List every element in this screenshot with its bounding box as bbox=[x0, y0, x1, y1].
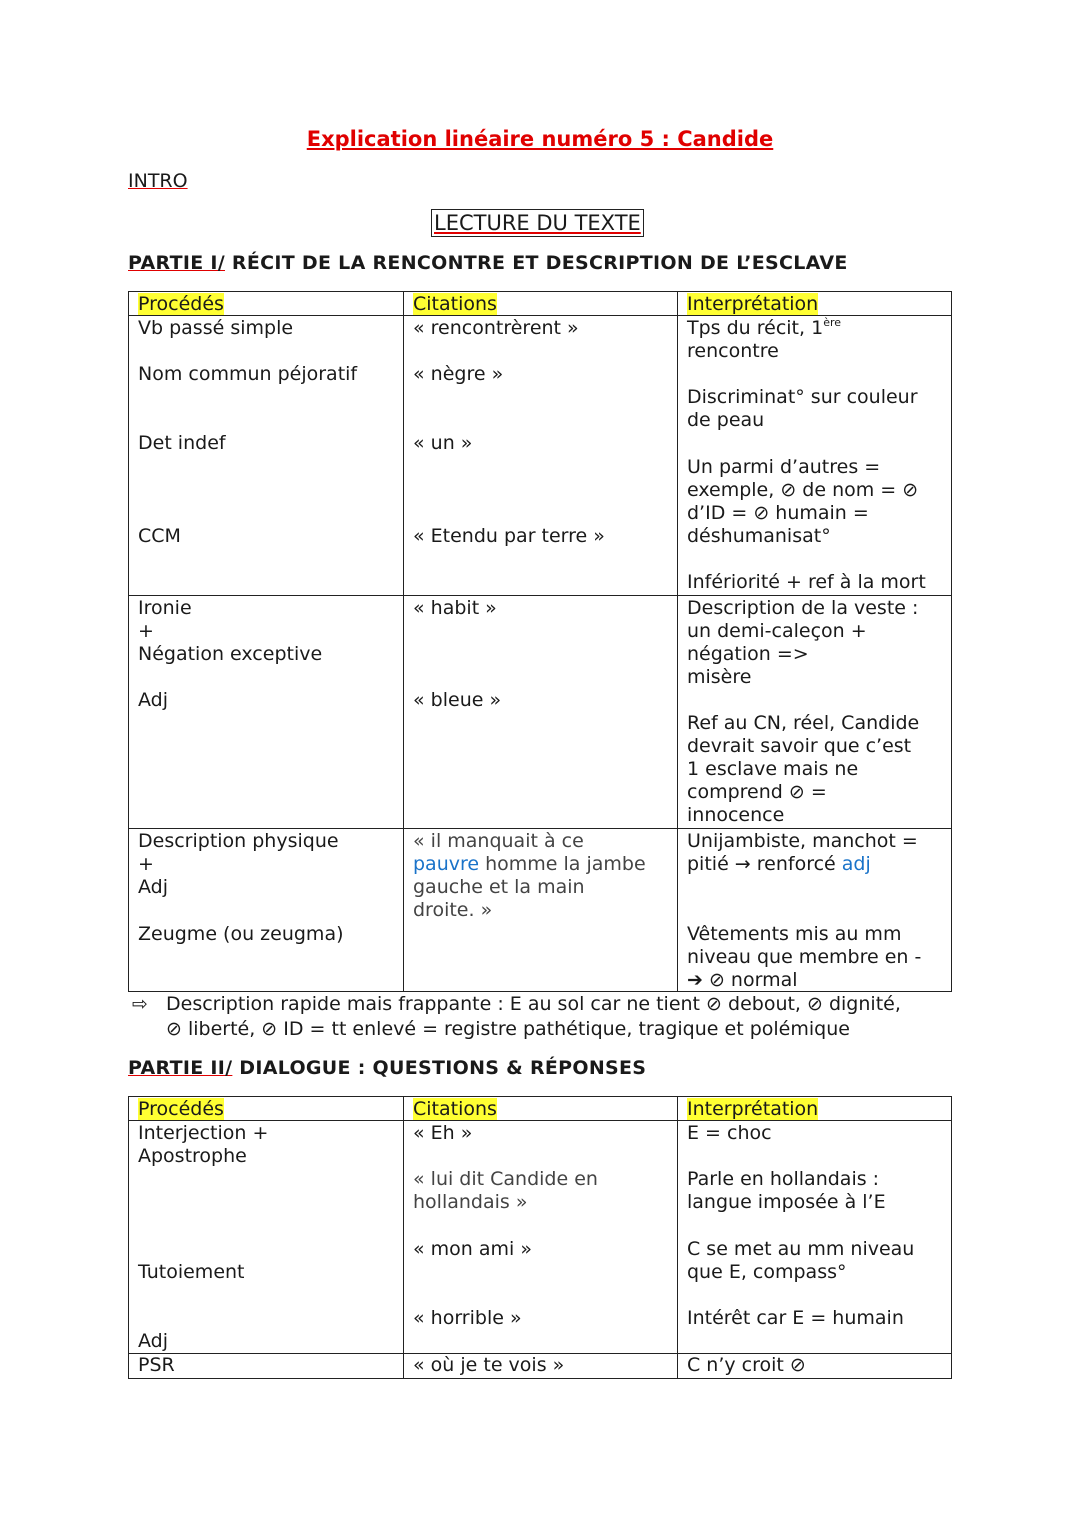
table-row bbox=[129, 1120, 951, 1353]
procedes-cell: Description physique + Adj Zeugme (ou zeugma) bbox=[138, 830, 344, 945]
table-row bbox=[129, 828, 951, 991]
header-interpretation: Interprétation bbox=[687, 1098, 819, 1120]
interpretation-cell: Tps du récit, 1ère rencontre Discriminat° sur couleur de peau Un parmi d’autres = exemple, ⊘ de nom = ⊘ d’ID = ⊘ humain = déshumanisat° Infériorité + ref à la mort bbox=[677, 316, 951, 595]
header-procedes: Procédés bbox=[138, 293, 224, 315]
analysis-table-2 bbox=[128, 1096, 952, 1379]
interpretation-cell: E = choc Parle en hollandais : langue imposée à l’E C se met au mm niveau que E, compass° Intérêt car E = humain bbox=[677, 1121, 951, 1353]
header-citations: Citations bbox=[413, 1098, 497, 1120]
table-header-row bbox=[129, 292, 951, 315]
document-title: Explication linéaire numéro 5 : Candide bbox=[306, 127, 774, 151]
citations-cell: « rencontrèrent » « nègre » « un » « Etendu par terre » bbox=[403, 316, 677, 595]
table-row bbox=[129, 1353, 951, 1378]
part1-heading bbox=[128, 252, 848, 274]
interpretation-cell: Description de la veste : un demi-caleçon + négation => misère Ref au CN, réel, Candide devrait savoir que c’est 1 esclave mais ne comprend ⊘ = innocence bbox=[677, 596, 951, 828]
part2-number: PARTIE II/ bbox=[128, 1057, 233, 1079]
header-interpretation: Interprétation bbox=[687, 293, 819, 315]
part2-heading bbox=[128, 1057, 646, 1079]
table-header-row bbox=[129, 1097, 951, 1120]
arrow-icon: ⇨ bbox=[132, 993, 148, 1015]
part1-number: PARTIE I/ bbox=[128, 252, 225, 274]
procedes-cell: Vb passé simple Nom commun péjoratif Det indef CCM bbox=[138, 317, 358, 547]
header-procedes: Procédés bbox=[138, 1098, 224, 1120]
table-row bbox=[129, 595, 951, 828]
part1-title: RÉCIT DE LA RENCONTRE ET DESCRIPTION DE L’ESCLAVE bbox=[225, 252, 848, 274]
analysis-table-1 bbox=[128, 291, 952, 992]
procedes-cell: PSR bbox=[138, 1354, 175, 1376]
part2-title: DIALOGUE : QUESTIONS & RÉPONSES bbox=[232, 1057, 647, 1079]
table-row bbox=[129, 315, 951, 595]
interpretation-cell: C n’y croit ⊘ bbox=[677, 1354, 951, 1378]
intro-heading: INTRO bbox=[128, 170, 188, 192]
lecture-heading: LECTURE DU TEXTE bbox=[431, 209, 644, 237]
interpretation-cell: Unijambiste, manchot = pitié → renforcé adj Vêtements mis au mm niveau que membre en - ➔ ⊘ normal bbox=[677, 829, 951, 991]
citations-cell: « il manquait à ce pauvre homme la jambe gauche et la main droite. » bbox=[403, 829, 677, 991]
procedes-cell: Interjection + Apostrophe Tutoiement Adj bbox=[138, 1122, 269, 1352]
citations-cell: « habit » « bleue » bbox=[403, 596, 677, 828]
citations-cell: « Eh » « lui dit Candide en hollandais » « mon ami » « horrible » bbox=[403, 1121, 677, 1353]
header-citations: Citations bbox=[413, 293, 497, 315]
procedes-cell: Ironie + Négation exceptive Adj bbox=[138, 597, 323, 711]
citations-cell: « où je te vois » bbox=[403, 1354, 677, 1378]
summary-note: ⇨ Description rapide mais frappante : E au sol car ne tient ⊘ debout, ⊘ dignité, ⊘ liberté, ⊘ ID = tt enlevé = registre pathétique, tragique et polémique bbox=[132, 993, 901, 1040]
